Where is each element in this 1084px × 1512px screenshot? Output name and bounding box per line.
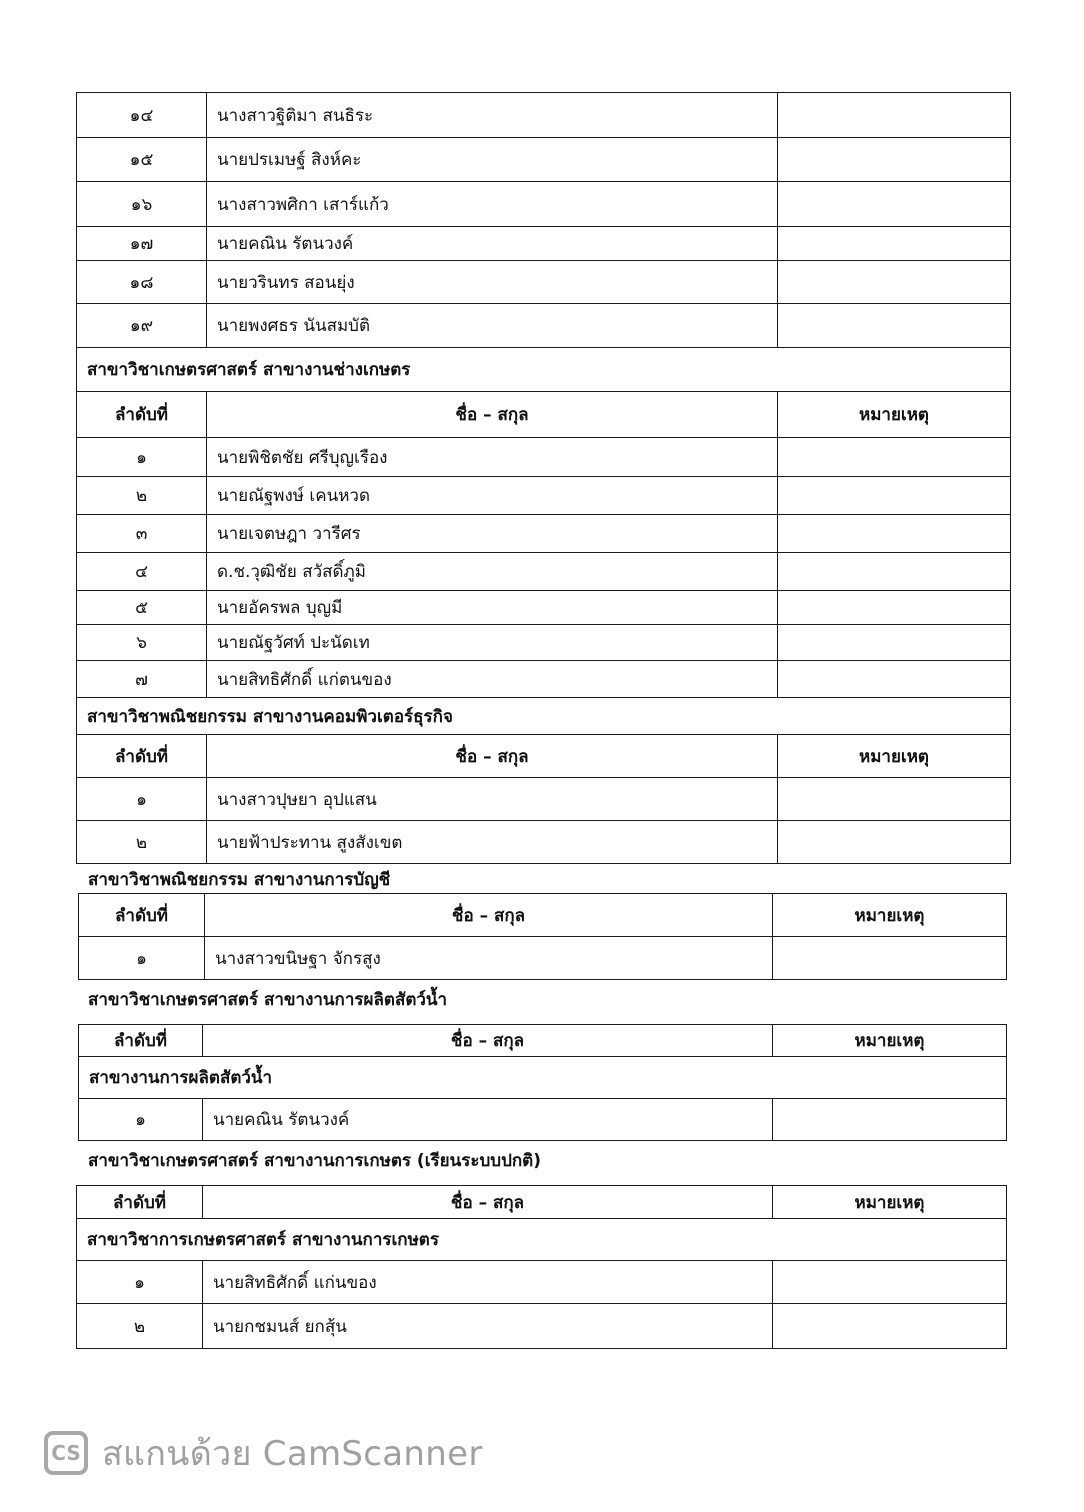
student-name: นายพิชิตชัย ศรีบุญเรือง [207,438,778,477]
column-header-number: ลำดับที่ [79,1025,203,1057]
remark-cell [778,778,1011,821]
student-name: นายวรินทร สอนยุ่ง [207,261,778,304]
column-header-remark: หมายเหตุ [773,1186,1007,1219]
student-name: นางสาวพศิกา เสาร์แก้ว [207,182,778,227]
row-number: ๕ [77,591,207,625]
table-row [77,227,1011,261]
table-row [77,821,1011,864]
column-header-number: ลำดับที่ [77,392,207,438]
table-row [79,1099,1007,1141]
column-header-remark: หมายเหตุ [773,894,1007,937]
row-number: ๒ [77,477,207,515]
row-number: ๑ [77,778,207,821]
row-number: ๓ [77,515,207,553]
student-name: นายอัครพล บุญมี [207,591,778,625]
camscanner-logo-icon: CS [44,1431,88,1475]
row-number: ๑๔ [77,93,207,138]
header-row [79,894,1007,937]
table-row [77,93,1011,138]
column-header-name: ชื่อ – สกุล [207,735,778,778]
table-row [77,138,1011,182]
column-header-number: ลำดับที่ [77,1186,203,1219]
row-number: ๑ [79,937,205,980]
table-row [77,304,1011,348]
remark-cell [778,515,1011,553]
remark-cell [778,93,1011,138]
table-row [77,625,1011,661]
row-number: ๔ [77,553,207,591]
remark-cell [773,937,1007,980]
remark-cell [778,553,1011,591]
student-name: นายสิทธิศักดิ์ แก่ตนของ [207,661,778,698]
section-row [77,348,1011,392]
row-number: ๑๙ [77,304,207,348]
table-row [77,661,1011,698]
student-name: นางสาวขนิษฐา จักรสูง [205,937,773,980]
section-row [77,1219,1007,1261]
row-number: ๗ [77,661,207,698]
remark-cell [778,477,1011,515]
student-name: ด.ช.วุฒิชัย สวัสดิ์ภูมิ [207,553,778,591]
column-header-number: ลำดับที่ [77,735,207,778]
student-name: นางสาวปุษยา อุปแสน [207,778,778,821]
column-header-remark: หมายเหตุ [773,1025,1007,1057]
row-number: ๑๖ [77,182,207,227]
section-heading: สาขาวิชาเกษตรศาสตร์ สาขางานการเกษตร (เรียนระบบปกติ) [88,1151,541,1171]
column-header-remark: หมายเหตุ [778,735,1011,778]
remark-cell [778,661,1011,698]
section-row [77,698,1011,735]
student-table-3 [78,1024,1007,1141]
header-row [77,392,1011,438]
table-row [77,261,1011,304]
row-number: ๑๘ [77,261,207,304]
column-header-number: ลำดับที่ [79,894,205,937]
section-heading: สาขาวิชาพณิชยกรรม สาขางานการบัญชี [88,870,391,890]
row-number: ๑ [77,1261,203,1304]
header-row [77,1186,1007,1219]
table-row [79,937,1007,980]
student-table-4 [76,1185,1007,1349]
column-header-name: ชื่อ – สกุล [205,894,773,937]
section-title: สาขาวิชาพณิชยกรรม สาขางานคอมพิวเตอร์ธุรกิจ [77,698,1011,735]
student-name: นายเจตษฎา วารีศร [207,515,778,553]
row-number: ๑๕ [77,138,207,182]
student-name: นายณัฐวัศท์ ปะนัดเท [207,625,778,661]
column-header-name: ชื่อ – สกุล [203,1186,773,1219]
section-heading: สาขาวิชาเกษตรศาสตร์ สาขางานการผลิตสัตว์น้ำ [88,990,448,1010]
remark-cell [778,227,1011,261]
header-row [77,735,1011,778]
watermark-text: สแกนด้วย CamScanner [102,1434,483,1474]
camscanner-watermark [44,1426,483,1480]
student-name: นายคณิน รัตนวงค์ [203,1099,773,1141]
student-name: นายกชมนส์ ยกสุ้น [203,1304,773,1349]
remark-cell [773,1304,1007,1349]
table-row [77,1261,1007,1304]
student-name: นายคณิน รัตนวงค์ [207,227,778,261]
row-number: ๑๗ [77,227,207,261]
student-name: นายพงศธร นันสมบัติ [207,304,778,348]
header-row [79,1025,1007,1057]
remark-cell [773,1099,1007,1141]
table-row [77,778,1011,821]
student-table-1 [76,92,1011,864]
table-row [77,1304,1007,1349]
section-title: สาขาวิชาการเกษตรศาสตร์ สาขางานการเกษตร [77,1219,1007,1261]
remark-cell [778,138,1011,182]
remark-cell [778,821,1011,864]
table-row [77,591,1011,625]
remark-cell [778,625,1011,661]
section-title: สาขาวิชาเกษตรศาสตร์ สาขางานช่างเกษตร [77,348,1011,392]
section-title: สาขางานการผลิตสัตว์น้ำ [79,1057,1007,1099]
student-table-2 [78,893,1007,980]
row-number: ๑ [77,438,207,477]
table-row [77,438,1011,477]
student-name: นายปรเมษฐ์ สิงห์คะ [207,138,778,182]
row-number: ๖ [77,625,207,661]
column-header-remark: หมายเหตุ [778,392,1011,438]
remark-cell [773,1261,1007,1304]
student-name: นายสิทธิศักดิ์ แก่นของ [203,1261,773,1304]
remark-cell [778,438,1011,477]
column-header-name: ชื่อ – สกุล [203,1025,773,1057]
section-row [79,1057,1007,1099]
remark-cell [778,182,1011,227]
table-row [77,477,1011,515]
table-row [77,515,1011,553]
remark-cell [778,261,1011,304]
remark-cell [778,591,1011,625]
column-header-name: ชื่อ – สกุล [207,392,778,438]
row-number: ๒ [77,821,207,864]
row-number: ๑ [79,1099,203,1141]
student-name: นางสาวฐิติมา สนธิระ [207,93,778,138]
table-row [77,553,1011,591]
table-row [77,182,1011,227]
remark-cell [778,304,1011,348]
student-name: นายฟ้าประทาน สูงสังเขต [207,821,778,864]
student-name: นายณัฐพงษ์ เคนหวด [207,477,778,515]
row-number: ๒ [77,1304,203,1349]
